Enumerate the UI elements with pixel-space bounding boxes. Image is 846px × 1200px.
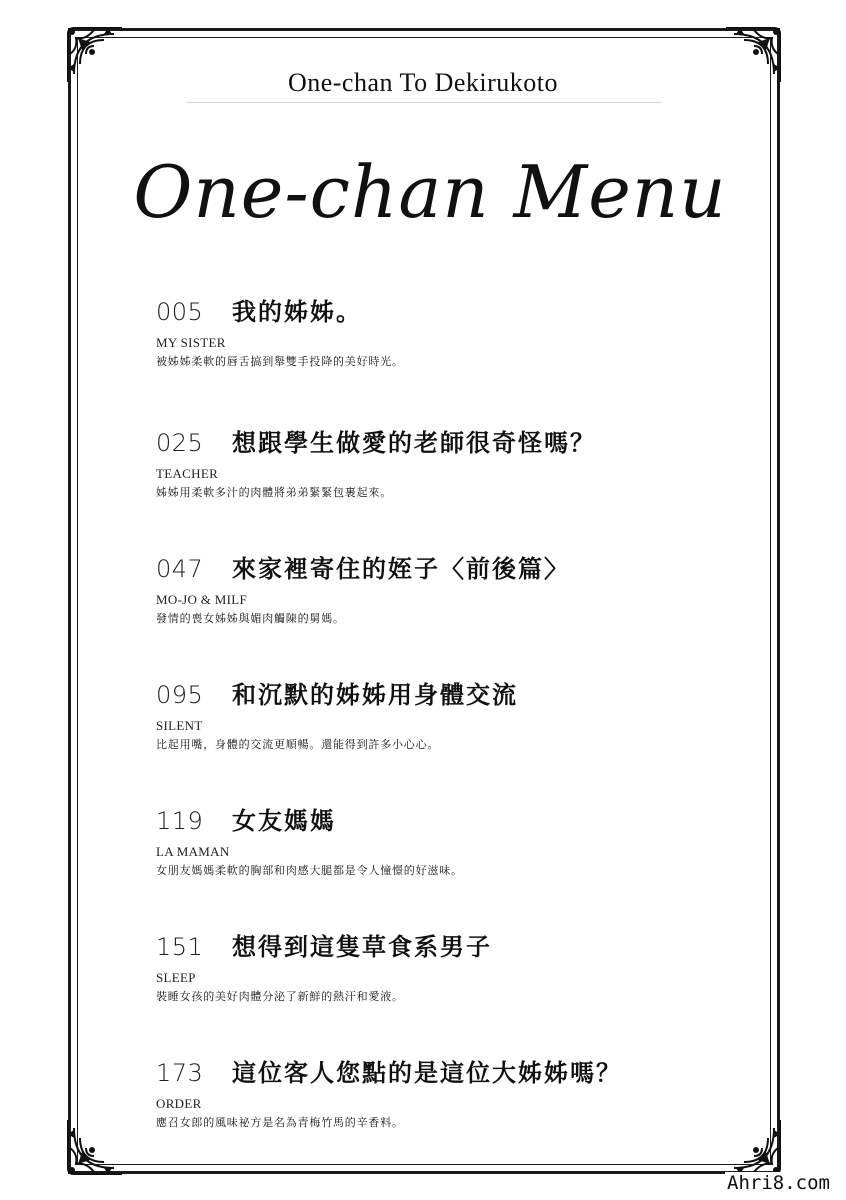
menu-entry <box>156 423 716 500</box>
entry-page-number: 151 <box>156 933 204 961</box>
entry-subtitle: SILENT <box>156 718 203 733</box>
ornament-corner-icon <box>722 24 784 86</box>
entry-description: 比起用嘴，身體的交流更順暢。還能得到許多小心心。 <box>156 738 440 751</box>
entry-subtitle: ORDER <box>156 1096 202 1111</box>
entry-subtitle: SLEEP <box>156 970 196 985</box>
menu-entry <box>156 292 716 369</box>
menu-entry <box>156 927 716 1004</box>
entry-description: 被姊姊柔軟的唇舌搞到舉雙手投降的美好時光。 <box>156 355 404 368</box>
entry-description: 發情的喪女姊姊與媚肉觸陳的舅媽。 <box>156 612 345 625</box>
entry-subtitle: MY SISTER <box>156 335 226 350</box>
entry-subtitle: TEACHER <box>156 466 219 481</box>
header-divider <box>186 102 662 103</box>
entry-title: 想跟學生做愛的老師很奇怪嗎？ <box>232 429 596 457</box>
menu-entry <box>156 549 716 626</box>
entry-page-number: 025 <box>156 429 204 457</box>
entry-page-number: 173 <box>156 1059 204 1087</box>
entry-description: 姊姊用柔軟多汁的肉體將弟弟緊緊包裹起來。 <box>156 486 392 499</box>
entry-description: 女朋友媽媽柔軟的胸部和肉感大腿都是令人憧憬的好滋味。 <box>156 864 463 877</box>
entry-description: 應召女郎的風味祕方是名為青梅竹馬的辛香料。 <box>156 1116 404 1129</box>
watermark-link[interactable]: Ahri8.com <box>727 1172 830 1194</box>
entry-page-number: 095 <box>156 681 204 709</box>
ornament-corner-icon <box>722 1116 784 1178</box>
entry-title: 和沉默的姊姊用身體交流 <box>232 681 518 709</box>
entry-title: 女友媽媽 <box>232 807 336 835</box>
page-title: One-chan Menu <box>133 150 727 234</box>
page-header: One-chan To Dekirukoto <box>287 68 559 97</box>
ornament-corner-icon <box>64 24 126 86</box>
ornament-corner-icon <box>64 1116 126 1178</box>
entry-page-number: 047 <box>156 555 204 583</box>
entry-title: 這位客人您點的是這位大姊姊嗎？ <box>232 1059 622 1087</box>
entry-title: 想得到這隻草食系男子 <box>232 933 492 961</box>
entry-page-number: 005 <box>156 298 204 326</box>
entry-subtitle: MO-JO & MILF <box>156 592 247 607</box>
menu-entry <box>156 1053 716 1130</box>
entry-title: 來家裡寄住的姪子〈前後篇〉 <box>232 555 570 583</box>
entry-title: 我的姊姊。 <box>232 298 362 326</box>
menu-entry <box>156 675 716 752</box>
entry-description: 裝睡女孩的美好肉體分泌了新鮮的熱汗和愛液。 <box>156 990 404 1003</box>
entry-subtitle: LA MAMAN <box>156 844 230 859</box>
entry-page-number: 119 <box>156 807 204 835</box>
menu-entry <box>156 801 716 878</box>
